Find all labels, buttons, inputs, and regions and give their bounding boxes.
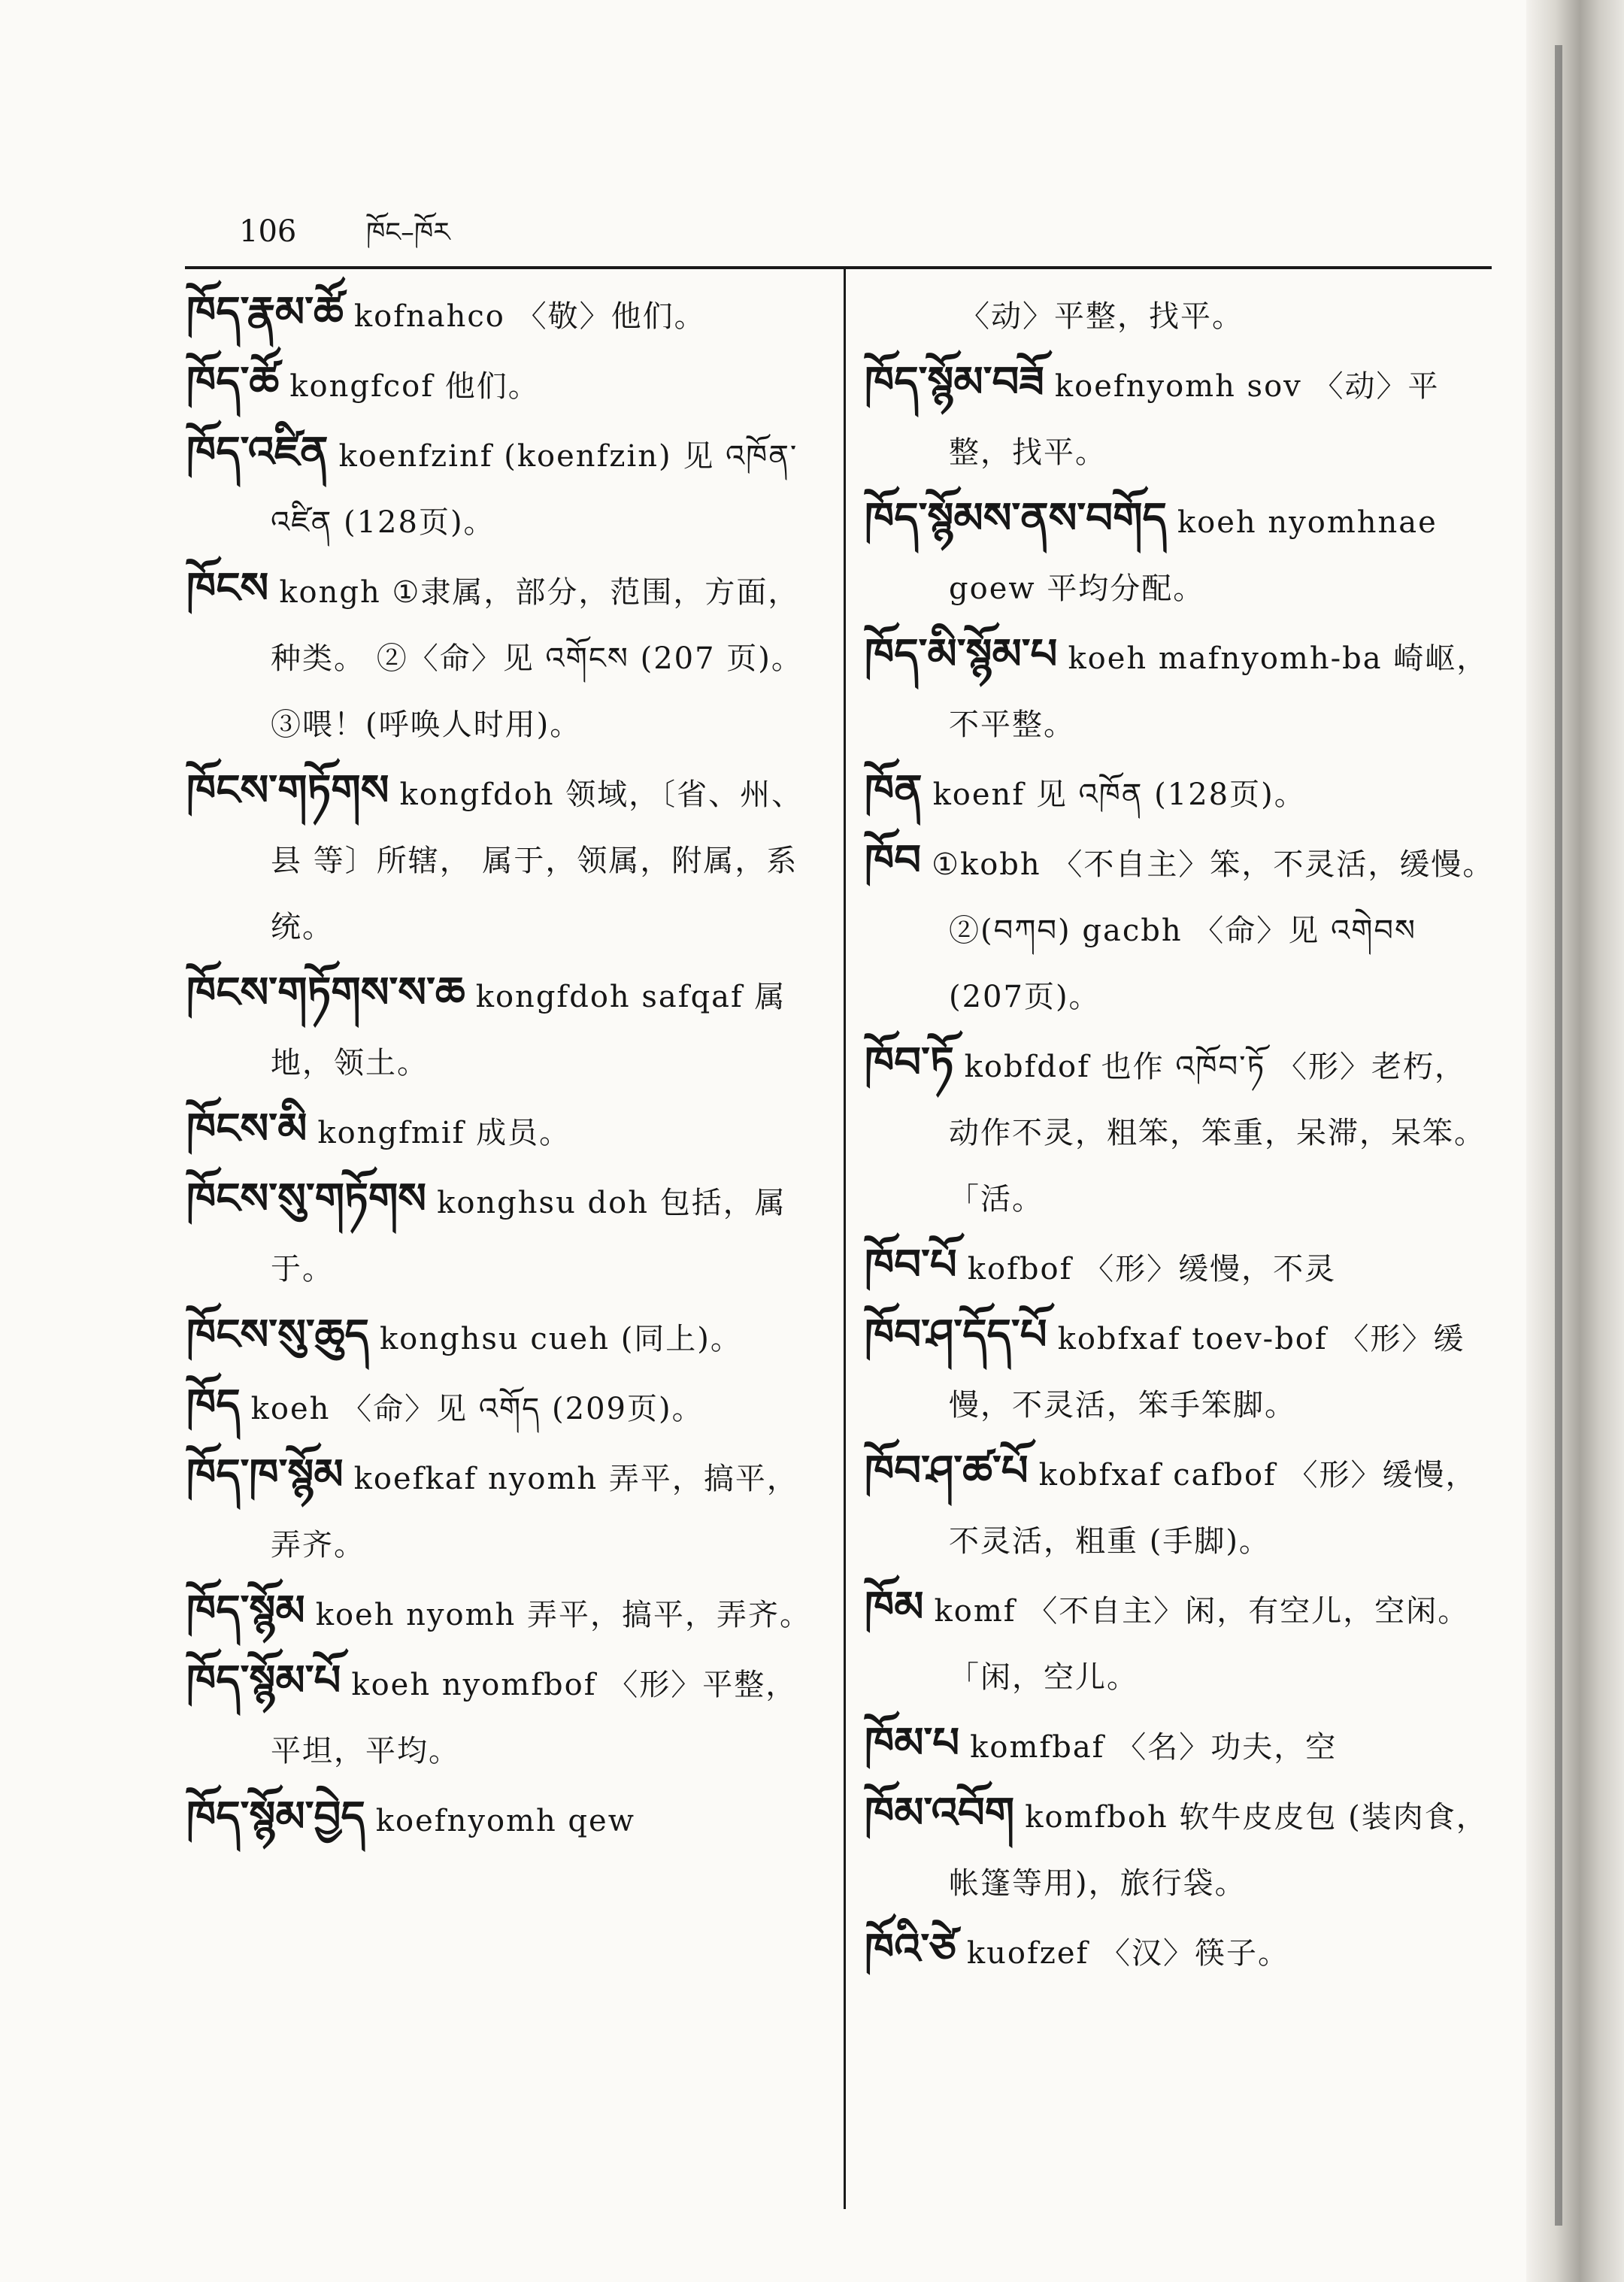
dictionary-entry — [186, 758, 826, 960]
tibetan-headword: ཁོད — [186, 1380, 241, 1429]
guide-word: ཁོང–ཁོར — [366, 217, 450, 248]
tibetan-headword: ཁོངས་གཏོགས་ས་ཆ — [186, 968, 465, 1017]
tibetan-headword: ཁོམ་འབོག — [865, 1789, 1015, 1838]
dictionary-entry — [865, 1574, 1496, 1711]
tibetan-headword: ཁོད་འཛིན — [186, 428, 329, 477]
tibetan-headword: ཁོད་སྙོམས་ནས་བགོད — [865, 494, 1167, 543]
entry-text: koefnyomh sov 〈动〉平整，找平。 — [949, 369, 1440, 470]
entry-text: komf 〈不自主〉闲，有空儿，空闲。 「闲，空儿。 — [934, 1594, 1470, 1695]
tibetan-headword: ཁོངས་གཏོགས — [186, 766, 389, 815]
tibetan-headword: ཁོད་ཁ་སྙོམ — [186, 1450, 344, 1499]
tibetan-headword: ཁོབ་ཤ་དོད་པོ — [865, 1311, 1047, 1359]
right-column — [865, 280, 1496, 1987]
tibetan-headword: ཁོབ་པོ — [865, 1241, 957, 1289]
entry-text: kongfdoh safqaf 属地，领土。 — [271, 980, 786, 1080]
entry-text: kofnahco 〈敬〉他们。 — [353, 299, 706, 334]
header-rule — [185, 266, 1492, 269]
dictionary-entry — [865, 1030, 1496, 1232]
entry-text: kongh ①隶属，部分，范围，方面，种类。 ②〈命〉见 འགོངས (207 页)。③喂！(呼唤人时用)。 — [271, 575, 803, 742]
dictionary-entry — [186, 420, 826, 556]
left-column — [186, 280, 826, 1854]
entry-text: kongfmif 成员。 — [317, 1116, 571, 1150]
tibetan-headword: ཁོད་ཚོ — [186, 358, 280, 407]
entry-text: konghsu cueh (同上)。 — [379, 1322, 742, 1356]
entry-text: komfbaf 〈名〉功夫，空 — [970, 1730, 1338, 1765]
dictionary-entry-continuation — [865, 280, 1496, 350]
dictionary-entry — [865, 1711, 1496, 1780]
page-number: 106 — [239, 214, 297, 249]
tibetan-headword: ཁོད་སྙོམ་པོ — [186, 1656, 341, 1705]
dictionary-entry — [186, 1784, 826, 1854]
dictionary-entry — [186, 350, 826, 420]
entry-text: kongfdoh 领域，〔省、州、县 等〕所辖， 属于，领属，附属，系统。 — [271, 777, 804, 944]
column-divider — [844, 269, 846, 2209]
entry-text: koefnyomh qew — [375, 1804, 635, 1838]
entry-text: kobfxaf cafbof 〈形〉缓慢，不灵活，粗重 (手脚)。 — [949, 1458, 1477, 1559]
tibetan-headword: ཁོམ་པ — [865, 1719, 960, 1768]
dictionary-entry — [186, 1442, 826, 1578]
tibetan-headword: ཁོབ་ཤ་ཚ་པོ — [865, 1447, 1029, 1496]
tibetan-headword: ཁོད་རྣམ་ཚོ — [186, 288, 344, 337]
entry-text: koenfzinf (koenfzin) 见 འཁོན་འཛིན (128页)。 — [271, 439, 798, 540]
entry-text: koefkaf nyomh 弄平，搞平，弄齐。 — [271, 1462, 798, 1562]
dictionary-entry — [186, 1648, 826, 1784]
dictionary-entry — [865, 350, 1496, 486]
tibetan-headword: ཁོད་མི་སྙོམ་པ — [865, 630, 1058, 679]
dictionary-entry — [865, 486, 1496, 622]
entry-text: kuofzef 〈汉〉筷子。 — [966, 1936, 1290, 1971]
tibetan-headword: ཁོད་སྙོམ་བྱེད — [186, 1793, 365, 1841]
entry-text: koeh 〈命〉见 འགོད (209页)。 — [250, 1392, 704, 1426]
dictionary-entry — [865, 622, 1496, 758]
dictionary-entry — [186, 1166, 826, 1302]
tibetan-headword: ཁོངས་སུ་ཆུད — [186, 1311, 369, 1359]
dictionary-entry — [186, 1096, 826, 1166]
tibetan-headword: ཁོངས — [186, 564, 269, 613]
entry-text: koenf 见 འཁོན (128页)。 — [932, 777, 1306, 812]
tibetan-headword: ཁོབ་ཏོ — [865, 1038, 954, 1087]
tibetan-headword: ཁོབ — [865, 836, 922, 885]
entry-text: koeh nyomfbof 〈形〉平整，平坦，平均。 — [271, 1668, 798, 1768]
page-edge-shadow — [1526, 0, 1624, 2282]
tibetan-headword: ཁོངས་སུ་གཏོགས — [186, 1174, 427, 1223]
dictionary-entry — [865, 758, 1496, 828]
tibetan-headword: ཁོན — [865, 766, 923, 815]
dictionary-entry — [865, 828, 1496, 1030]
dictionary-entry — [186, 556, 826, 758]
dictionary-entry — [865, 1917, 1496, 1987]
dictionary-entry — [186, 280, 826, 350]
entry-text: 〈动〉平整，找平。 — [959, 299, 1244, 334]
dictionary-entry — [186, 1372, 826, 1442]
dictionary-entry — [865, 1780, 1496, 1917]
entry-text: koeh nyomh 弄平，搞平，弄齐。 — [315, 1598, 812, 1632]
tibetan-headword: ཁོད་སྙོམ — [186, 1586, 305, 1635]
entry-text: komfboh 软牛皮皮包 (装肉食，帐篷等用)，旅行袋。 — [949, 1800, 1488, 1901]
dictionary-entry — [865, 1232, 1496, 1302]
tibetan-headword: ཁོད་སྙོམ་བཟོ — [865, 358, 1044, 407]
tibetan-headword: ཁོངས་མི — [186, 1105, 308, 1153]
entry-text: ①kobh 〈不自主〉笨，不灵活，缓慢。②(བཀབ) gacbh 〈命〉见 འགེབས (207页)。 — [932, 847, 1495, 1014]
entry-text: konghsu doh 包括，属于。 — [271, 1186, 786, 1286]
entry-text: kongfcof 他们。 — [289, 369, 540, 404]
entry-text: kobfxaf toev-bof 〈形〉缓慢，不灵活，笨手笨脚。 — [949, 1322, 1465, 1423]
dictionary-entry — [186, 960, 826, 1096]
entry-text: koeh mafnyomh-ba 崎岖，不平整。 — [949, 641, 1489, 742]
entry-text: koeh nyomhnae goew 平均分配。 — [949, 505, 1438, 606]
dictionary-entry — [865, 1438, 1496, 1574]
dictionary-entry — [186, 1302, 826, 1372]
entry-text: kobfdof 也作 འཁོབ་ཏོ 〈形〉老朽，动作不灵，粗笨，笨重，呆滞，呆笨。 「活。 — [949, 1050, 1486, 1217]
tibetan-headword: ཁོམ — [865, 1583, 924, 1632]
dictionary-entry — [865, 1302, 1496, 1438]
entry-text: kofbof 〈形〉缓慢，不灵 — [967, 1252, 1337, 1286]
tibetan-headword: ཁོའི་ཙེ — [865, 1925, 956, 1974]
dictionary-entry — [186, 1578, 826, 1648]
